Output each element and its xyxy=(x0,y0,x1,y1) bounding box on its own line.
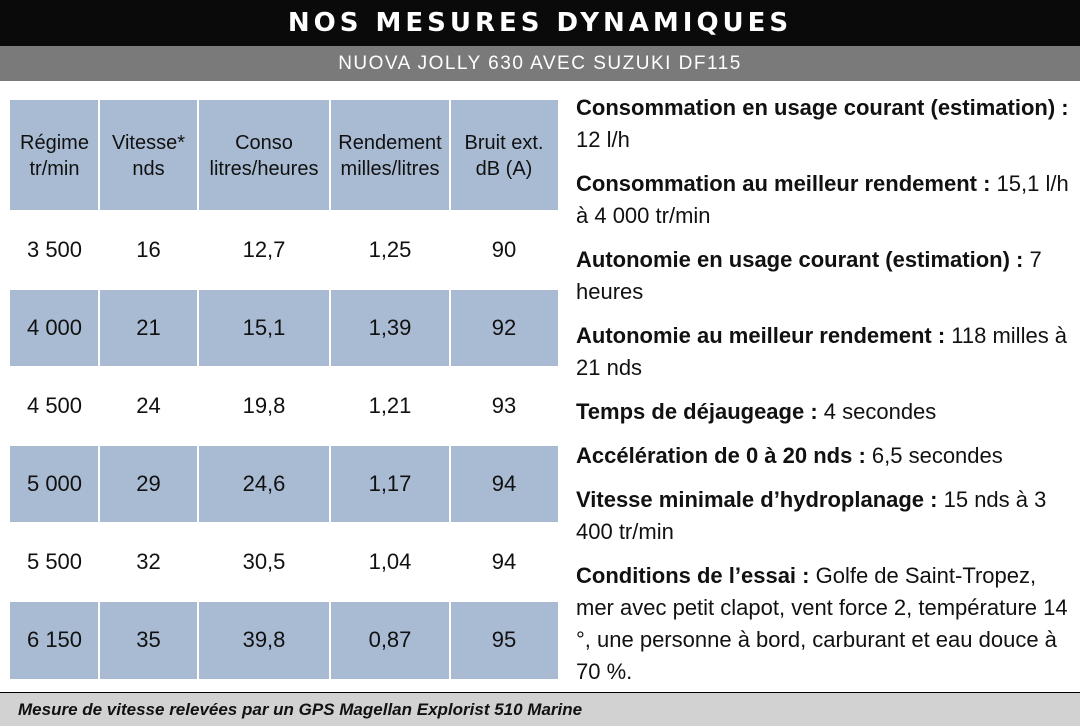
spec-item xyxy=(576,484,1076,548)
table-cell: 93 xyxy=(491,393,517,418)
spec-value: 6,5 secondes xyxy=(865,443,1003,468)
spec-label: Conditions de l’essai : xyxy=(576,563,810,588)
table-cell: 39,8 xyxy=(198,601,330,679)
spec-label: Consommation en usage courant (estimation) : xyxy=(576,95,1069,120)
table-column-divider xyxy=(329,100,331,679)
table-header-line: tr/min xyxy=(29,157,80,180)
table-row-divider xyxy=(10,600,558,602)
table-cell: 1,17 xyxy=(330,445,450,523)
table-cell: 15,1 xyxy=(198,289,330,367)
table-header-line: milles/litres xyxy=(340,157,440,180)
table-header-cell xyxy=(99,100,198,211)
spec-item xyxy=(576,168,1076,232)
table-cell: 5 000 xyxy=(10,445,99,523)
table-cell: 1,25 xyxy=(368,237,412,262)
spec-label: Temps de déjaugeage : xyxy=(576,399,818,424)
table-cell: 1,39 xyxy=(330,289,450,367)
page-title: NOS MESURES DYNAMIQUES xyxy=(0,0,1080,46)
spec-value: 12 l/h xyxy=(576,127,630,152)
table-cell: 94 xyxy=(491,549,517,574)
spec-item xyxy=(576,560,1076,688)
table-cell: 4 500 xyxy=(26,393,83,418)
table-header-cell xyxy=(450,100,558,211)
table-cell: 21 xyxy=(99,289,198,367)
table-cell: 24 xyxy=(136,393,161,418)
table-cell: 3 500 xyxy=(26,237,83,262)
table-cell: 90 xyxy=(491,237,517,262)
specs-panel xyxy=(576,92,1076,700)
table-header-line: nds xyxy=(132,157,165,180)
spec-label: Autonomie au meilleur rendement : xyxy=(576,323,946,348)
table-row-divider xyxy=(10,444,558,446)
table-cell: 24,6 xyxy=(198,445,330,523)
table-cell: 4 000 xyxy=(10,289,99,367)
footer-note: Mesure de vitesse relevées par un GPS Magellan Explorist 510 Marine xyxy=(18,699,583,719)
table-cell: 95 xyxy=(450,601,558,679)
table-header-line: Vitesse* xyxy=(111,131,185,154)
spec-item xyxy=(576,440,1076,472)
table-cell: 6 150 xyxy=(10,601,99,679)
table-cell: 1,21 xyxy=(368,393,412,418)
table-cell: 0,87 xyxy=(330,601,450,679)
spec-label: Autonomie en usage courant (estimation) : xyxy=(576,247,1024,272)
table-column-divider xyxy=(98,100,100,679)
table-cell: 12,7 xyxy=(242,237,286,262)
table-header-line: Régime xyxy=(20,131,89,154)
table-header-line: litres/heures xyxy=(209,157,319,180)
page-subtitle: NUOVA JOLLY 630 AVEC SUZUKI DF115 xyxy=(0,46,1080,81)
spec-label: Accélération de 0 à 20 nds : xyxy=(576,443,866,468)
table-cell: 1,04 xyxy=(368,549,412,574)
spec-item xyxy=(576,396,1076,428)
spec-value: 15,1 l/h à 4 000 tr/min xyxy=(576,171,1069,228)
spec-value: 15 nds à 3 400 tr/min xyxy=(576,487,1047,544)
table-column-divider xyxy=(197,100,199,679)
table-cell: 29 xyxy=(99,445,198,523)
footer-note-bar xyxy=(0,692,1080,726)
table-row-divider xyxy=(10,522,558,524)
spec-value: Golfe de Saint-Tropez, mer avec petit clapot, vent force 2, température 14 °, une personne à bord, carburant et eau douce à 70 %. xyxy=(576,563,1068,684)
table-cell: 30,5 xyxy=(242,549,286,574)
table-cell: 92 xyxy=(450,289,558,367)
table-header-cell xyxy=(330,100,450,211)
spec-value: 118 milles à 21 nds xyxy=(576,323,1068,380)
spec-value: 4 secondes xyxy=(817,399,937,424)
table-row-divider xyxy=(10,288,558,290)
table-cell: 94 xyxy=(450,445,558,523)
table-cell: 16 xyxy=(136,237,161,262)
table-header-line: dB (A) xyxy=(475,157,533,180)
table-header-line: Rendement xyxy=(338,131,442,154)
spec-item xyxy=(576,320,1076,384)
table-cell: 32 xyxy=(136,549,161,574)
spec-item xyxy=(576,244,1076,308)
spec-label: Consommation au meilleur rendement : xyxy=(576,171,991,196)
table-cell: 5 500 xyxy=(26,549,83,574)
table-row-divider xyxy=(10,366,558,368)
table-header-line: Bruit ext. xyxy=(464,131,544,154)
table-cell: 19,8 xyxy=(242,393,286,418)
measurements-table xyxy=(0,81,570,690)
table-header-line: Conso xyxy=(235,131,293,154)
table-cell: 35 xyxy=(99,601,198,679)
table-row-divider xyxy=(10,210,558,212)
spec-item xyxy=(576,92,1076,156)
table-header-cell xyxy=(198,100,330,211)
spec-value: 7 heures xyxy=(576,247,1042,304)
spec-label: Vitesse minimale d’hydroplanage : xyxy=(576,487,938,512)
table-column-divider xyxy=(449,100,451,679)
table-header-cell xyxy=(10,100,99,211)
